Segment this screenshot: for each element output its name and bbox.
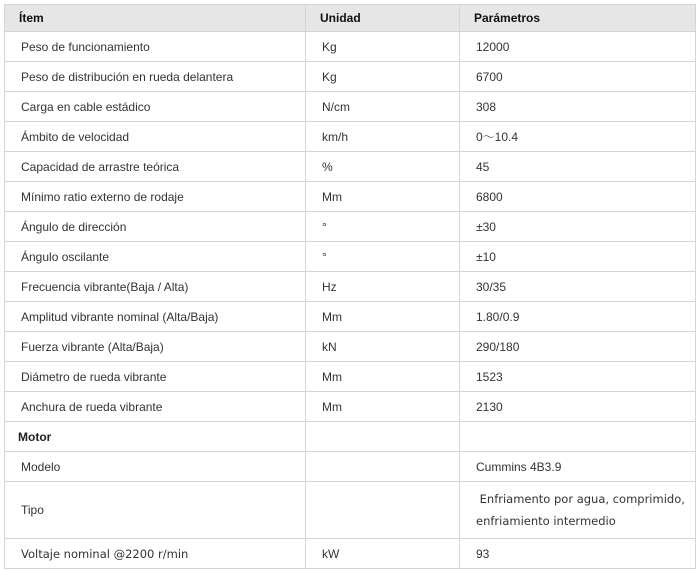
row-unit: Mm bbox=[306, 302, 460, 332]
row-item: Capacidad de arrastre teórica bbox=[5, 152, 306, 182]
row-item: Modelo bbox=[5, 452, 306, 482]
row-item: Tipo bbox=[5, 482, 306, 539]
row-item: Amplitud vibrante nominal (Alta/Baja) bbox=[5, 302, 306, 332]
row-unit: Hz bbox=[306, 272, 460, 302]
row-value: 6800 bbox=[460, 182, 696, 212]
header-item: Ítem bbox=[5, 5, 306, 32]
row-value: 45 bbox=[460, 152, 696, 182]
type-value-line-2: enfriamiento intermedio bbox=[476, 514, 616, 528]
specifications-table bbox=[4, 4, 696, 569]
table-row bbox=[5, 302, 696, 332]
row-unit: Mm bbox=[306, 182, 460, 212]
row-unit: kN bbox=[306, 332, 460, 362]
row-unit: Mm bbox=[306, 392, 460, 422]
row-value: 12000 bbox=[460, 32, 696, 62]
row-unit: Mm bbox=[306, 362, 460, 392]
section-unit-empty bbox=[306, 422, 460, 452]
table-row-type bbox=[5, 482, 696, 539]
row-value: 30/35 bbox=[460, 272, 696, 302]
table-row bbox=[5, 92, 696, 122]
table-row bbox=[5, 122, 696, 152]
table-row bbox=[5, 332, 696, 362]
row-unit bbox=[306, 482, 460, 539]
header-unit: Unidad bbox=[306, 5, 460, 32]
row-unit: km/h bbox=[306, 122, 460, 152]
row-item: Fuerza vibrante (Alta/Baja) bbox=[5, 332, 306, 362]
row-item: Ángulo de dirección bbox=[5, 212, 306, 242]
table-row-model bbox=[5, 452, 696, 482]
section-row-motor bbox=[5, 422, 696, 452]
row-value: 1523 bbox=[460, 362, 696, 392]
table-row bbox=[5, 272, 696, 302]
table-row bbox=[5, 152, 696, 182]
table-row-voltage bbox=[5, 539, 696, 569]
row-value: 1.80/0.9 bbox=[460, 302, 696, 332]
row-value: 0～10.4 bbox=[460, 122, 696, 152]
row-item: Voltaje nominal @2200 r/min bbox=[5, 539, 306, 569]
row-item: Peso de funcionamiento bbox=[5, 32, 306, 62]
row-item: Peso de distribución en rueda delantera bbox=[5, 62, 306, 92]
row-value: 93 bbox=[460, 539, 696, 569]
row-item: Diámetro de rueda vibrante bbox=[5, 362, 306, 392]
row-unit: ° bbox=[306, 242, 460, 272]
row-value: ±30 bbox=[460, 212, 696, 242]
row-item: Anchura de rueda vibrante bbox=[5, 392, 306, 422]
row-unit bbox=[306, 452, 460, 482]
table-row bbox=[5, 212, 696, 242]
row-unit: ° bbox=[306, 212, 460, 242]
row-item: Carga en cable estádico bbox=[5, 92, 306, 122]
row-value: 6700 bbox=[460, 62, 696, 92]
section-label: Motor bbox=[5, 422, 306, 452]
row-value bbox=[460, 482, 696, 539]
row-value: 308 bbox=[460, 92, 696, 122]
row-item: Frecuencia vibrante(Baja / Alta) bbox=[5, 272, 306, 302]
row-unit: Kg bbox=[306, 32, 460, 62]
row-unit: kW bbox=[306, 539, 460, 569]
table-row bbox=[5, 32, 696, 62]
row-unit: % bbox=[306, 152, 460, 182]
table-header-row bbox=[5, 5, 696, 32]
row-item: Mínimo ratio externo de rodaje bbox=[5, 182, 306, 212]
table-row bbox=[5, 392, 696, 422]
table-row bbox=[5, 242, 696, 272]
row-value: ±10 bbox=[460, 242, 696, 272]
header-params: Parámetros bbox=[460, 5, 696, 32]
row-unit: Kg bbox=[306, 62, 460, 92]
table-row bbox=[5, 182, 696, 212]
row-value: 2130 bbox=[460, 392, 696, 422]
section-value-empty bbox=[460, 422, 696, 452]
type-value-line-1: Enfriamento por agua, comprimido, bbox=[476, 492, 685, 506]
row-value: 290/180 bbox=[460, 332, 696, 362]
row-item: Ángulo oscilante bbox=[5, 242, 306, 272]
row-item: Ámbito de velocidad bbox=[5, 122, 306, 152]
table-row bbox=[5, 362, 696, 392]
table-row bbox=[5, 62, 696, 92]
row-unit: N/cm bbox=[306, 92, 460, 122]
row-value: Cummins 4B3.9 bbox=[460, 452, 696, 482]
